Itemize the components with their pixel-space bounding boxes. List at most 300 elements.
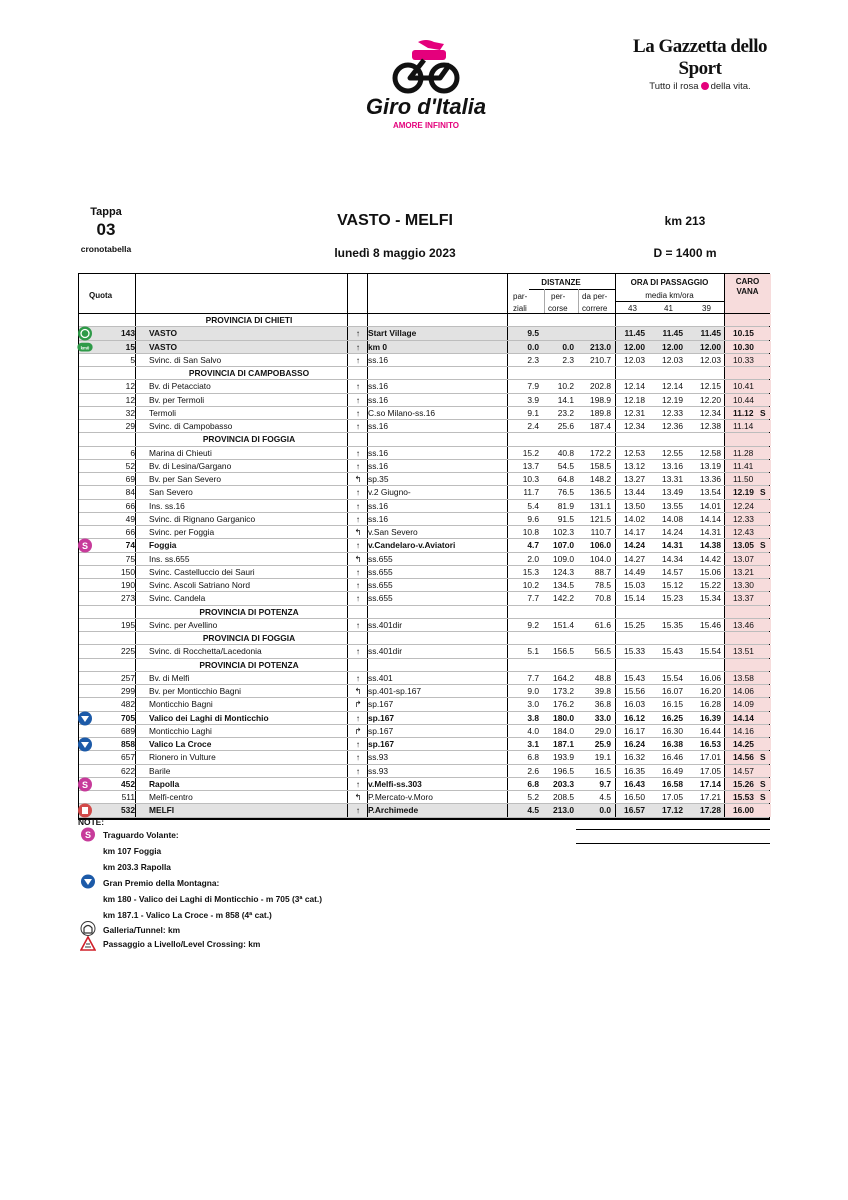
time-41: 14.34 xyxy=(662,553,683,564)
km-partial: 9.0 xyxy=(527,686,539,696)
quota: 69 xyxy=(125,474,135,484)
time-43: 16.57 xyxy=(624,805,645,816)
table-row xyxy=(79,473,769,486)
table-row xyxy=(79,765,769,778)
table-row xyxy=(79,539,769,552)
quota: 66 xyxy=(125,527,135,537)
km-covered: 91.5 xyxy=(557,513,574,524)
cronotabella-label: cronotabella xyxy=(80,244,132,254)
quota-header: Quota xyxy=(89,291,113,300)
km-covered: 54.5 xyxy=(557,460,574,471)
location: Bv. di Lesina/Gargano xyxy=(149,460,232,471)
street: ss.16 xyxy=(368,513,389,524)
street: sp.167 xyxy=(368,725,394,736)
caravan-time: 16.00 xyxy=(733,805,754,816)
table-row xyxy=(79,513,769,526)
quota: 452 xyxy=(121,778,135,789)
quota: 49 xyxy=(125,513,135,524)
km-covered: 2.3 xyxy=(562,354,574,365)
km-partial: 3.1 xyxy=(527,739,539,749)
street: v.Melfi-ss.303 xyxy=(368,778,422,789)
km-partial: 5.4 xyxy=(527,500,539,511)
caravan-time: 11.28 xyxy=(733,447,754,458)
table-row xyxy=(79,698,769,711)
street: ss.93 xyxy=(368,752,389,763)
street: ss.401dir xyxy=(368,646,402,657)
table-row xyxy=(79,685,769,698)
street: ss.655 xyxy=(368,580,393,590)
km-partial: 5.1 xyxy=(527,646,539,657)
km-covered: 213.0 xyxy=(553,805,574,816)
km-covered: 10.2 xyxy=(557,381,574,392)
km-partial: 7.9 xyxy=(527,381,539,392)
km-remaining: 187.4 xyxy=(590,421,611,431)
caravan-time: 14.06 xyxy=(733,686,754,696)
logo-sub: AMORE INFINITO xyxy=(392,121,460,130)
province-name: PROVINCIA DI POTENZA xyxy=(199,659,299,670)
caravan-time: 10.33 xyxy=(733,354,754,365)
quota: 622 xyxy=(121,765,135,776)
km-partial: 6.8 xyxy=(527,778,539,789)
time-43: 16.32 xyxy=(624,752,645,763)
s-marker: S xyxy=(760,540,766,551)
km-partial: 3.8 xyxy=(527,712,539,723)
time-43: 15.25 xyxy=(624,619,645,630)
quota: 858 xyxy=(121,739,135,749)
km-remaining: 131.1 xyxy=(590,500,611,511)
quota: 5 xyxy=(130,354,135,365)
km-covered: 184.0 xyxy=(553,725,574,736)
time-41: 17.05 xyxy=(662,792,683,802)
street: sp.401-sp.167 xyxy=(368,686,422,696)
table-row xyxy=(79,526,769,539)
caravan-time: 10.41 xyxy=(733,381,754,392)
time-39: 15.22 xyxy=(700,580,721,590)
caravan-time: 14.14 xyxy=(733,712,754,723)
quota: 143 xyxy=(121,328,135,339)
km-covered: 173.2 xyxy=(553,686,574,696)
location: Barile xyxy=(149,765,171,776)
time-41: 16.15 xyxy=(662,699,683,710)
time-43: 11.45 xyxy=(624,328,645,339)
table-row xyxy=(79,645,769,658)
time-39: 14.01 xyxy=(700,500,721,511)
km-covered: 40.8 xyxy=(557,447,574,458)
gazzetta-logo xyxy=(620,36,780,92)
km-covered: 23.2 xyxy=(557,407,574,418)
time-41: 16.38 xyxy=(662,739,683,749)
caravan-time: 13.07 xyxy=(733,553,754,564)
caravan-time: 13.51 xyxy=(733,646,754,657)
caravan-time: 11.41 xyxy=(733,460,754,471)
caravan-time: 10.30 xyxy=(733,341,754,352)
direction: ↑ xyxy=(355,580,361,590)
km-remaining: 19.1 xyxy=(594,752,611,763)
time-43: 12.34 xyxy=(624,421,645,431)
direction: ↑ xyxy=(355,712,361,723)
time-41: 12.00 xyxy=(662,341,683,352)
time-43: 15.43 xyxy=(624,672,645,683)
caravan-time: 14.09 xyxy=(733,699,754,710)
quota: 84 xyxy=(125,487,135,498)
time-39: 16.44 xyxy=(700,725,721,736)
km-partial: 10.2 xyxy=(522,580,539,590)
location: Foggia xyxy=(149,540,177,551)
km-remaining: 9.7 xyxy=(599,778,611,789)
s-marker: S xyxy=(760,778,766,789)
km-remaining: 61.6 xyxy=(594,619,611,630)
km-remaining: 136.5 xyxy=(590,487,611,498)
table-body xyxy=(78,314,770,820)
km-covered: 193.9 xyxy=(553,752,574,763)
table-row xyxy=(79,751,769,764)
time-43: 15.14 xyxy=(624,593,645,604)
km-remaining: 29.0 xyxy=(594,725,611,736)
km-remaining: 189.8 xyxy=(590,407,611,418)
km-partial: 3.9 xyxy=(527,394,539,405)
time-43: 13.27 xyxy=(624,474,645,484)
province-row xyxy=(79,606,769,619)
km-covered: 142.2 xyxy=(553,593,574,604)
time-43: 16.03 xyxy=(624,699,645,710)
province-name: PROVINCIA DI POTENZA xyxy=(199,606,299,617)
km-remaining: 158.5 xyxy=(590,460,611,471)
time-43: 16.43 xyxy=(624,778,645,789)
street: P.Mercato-v.Moro xyxy=(368,792,433,802)
quota: 12 xyxy=(125,394,135,405)
quota: 689 xyxy=(121,725,135,736)
timetable xyxy=(78,273,770,820)
km-covered: 81.9 xyxy=(557,500,574,511)
notes-title: NOTE: xyxy=(78,817,105,827)
km-remaining: 25.9 xyxy=(594,739,611,749)
street: sp.35 xyxy=(368,474,389,484)
km-remaining: 202.8 xyxy=(590,381,611,392)
province-name: PROVINCIA DI CHIETI xyxy=(205,315,293,325)
time-39: 13.19 xyxy=(700,460,721,471)
time-39: 14.14 xyxy=(700,513,721,524)
quota: 482 xyxy=(121,699,135,710)
time-43: 16.17 xyxy=(624,725,645,736)
street: sp.167 xyxy=(368,699,394,710)
location: VASTO xyxy=(149,341,178,352)
km-partial: 9.2 xyxy=(527,619,539,630)
street: ss.16 xyxy=(368,381,389,392)
time-43: 14.27 xyxy=(624,553,645,564)
location: Svinc. Ascoli Satriano Nord xyxy=(149,580,251,590)
time-41: 16.07 xyxy=(662,686,683,696)
table-row xyxy=(79,619,769,632)
gazzetta-title: La Gazzetta dello Sport xyxy=(633,36,767,79)
time-39: 16.20 xyxy=(700,686,721,696)
time-39: 14.38 xyxy=(700,540,721,551)
caravan-time: 12.43 xyxy=(733,527,754,537)
direction: ↱ xyxy=(354,699,362,710)
time-43: 16.24 xyxy=(624,739,645,749)
km-covered: 203.3 xyxy=(553,778,574,789)
time-39: 13.36 xyxy=(700,474,721,484)
tunnel-icon xyxy=(80,921,96,936)
direction: ↑ xyxy=(355,805,361,816)
distanze-header: DISTANZE xyxy=(541,278,581,287)
time-43: 14.49 xyxy=(624,566,645,577)
km-remaining: 48.8 xyxy=(594,672,611,683)
time-39: 15.54 xyxy=(700,646,721,657)
km-partial: 9.6 xyxy=(527,513,539,524)
caravan-time: 13.37 xyxy=(733,593,754,604)
time-39: 12.34 xyxy=(700,407,721,418)
quota: 6 xyxy=(130,447,135,458)
quota: 657 xyxy=(121,752,135,763)
km-remaining: 56.5 xyxy=(594,646,611,657)
gpm-icon xyxy=(80,874,96,889)
caravan-time: 14.56 xyxy=(733,752,754,763)
sprint-1: km 107 Foggia xyxy=(103,846,162,856)
street: ss.16 xyxy=(368,394,389,405)
km-partial: 2.6 xyxy=(527,765,539,776)
sprint-2: km 203.3 Rapolla xyxy=(103,862,171,872)
direction: ↑ xyxy=(355,593,361,604)
street: ss.93 xyxy=(368,765,389,776)
caravan-time: 10.15 xyxy=(733,328,754,339)
quota: 75 xyxy=(125,553,135,564)
time-39: 17.05 xyxy=(700,765,721,776)
time-39: 15.06 xyxy=(700,566,721,577)
km-partial: 4.0 xyxy=(527,725,539,736)
caravan-time: 14.16 xyxy=(733,725,754,736)
direction: ↑ xyxy=(355,778,361,789)
location: Svinc. per Foggia xyxy=(149,527,215,537)
direction: ↰ xyxy=(354,792,362,802)
quota: 15 xyxy=(125,341,135,352)
location: San Severo xyxy=(149,487,193,498)
caravan-time: 13.05 xyxy=(733,540,754,551)
km-partial: 2.0 xyxy=(527,553,539,564)
location: Bv. di Melfi xyxy=(149,672,190,683)
location: Valico dei Laghi di Monticchio xyxy=(149,712,269,723)
km-covered: 102.3 xyxy=(553,527,574,537)
direction: ↑ xyxy=(355,540,361,551)
province-row xyxy=(79,433,769,446)
time-39: 15.46 xyxy=(700,619,721,630)
caravan-time: 11.14 xyxy=(733,421,754,431)
time-39: 12.20 xyxy=(700,394,721,405)
street: ss.401 xyxy=(368,672,393,683)
s-marker: S xyxy=(760,487,766,498)
location: Melfi-centro xyxy=(149,792,193,802)
province-name: PROVINCIA DI CAMPOBASSO xyxy=(188,368,310,378)
time-41: 16.46 xyxy=(662,752,683,763)
km-partial: 9.5 xyxy=(527,328,539,339)
caravan-time: 15.53 xyxy=(733,792,754,802)
province-row xyxy=(79,367,769,380)
direction: ↰ xyxy=(354,553,362,564)
location: Ins. ss.16 xyxy=(149,500,185,511)
time-41: 15.43 xyxy=(662,646,683,657)
time-41: 15.23 xyxy=(662,593,683,604)
time-43: 12.00 xyxy=(624,341,645,352)
table-row xyxy=(79,486,769,499)
km-remaining: 198.9 xyxy=(590,394,611,405)
km-partial: 15.3 xyxy=(522,566,539,577)
direction: ↑ xyxy=(355,381,361,392)
km-partial: 7.7 xyxy=(527,593,539,604)
time-41: 14.24 xyxy=(662,527,683,537)
table-row xyxy=(79,672,769,685)
time-43: 12.53 xyxy=(624,447,645,458)
direction: ↑ xyxy=(355,421,361,431)
table-row xyxy=(79,804,769,817)
table-row xyxy=(79,592,769,605)
time-39: 12.15 xyxy=(700,381,721,392)
time-41: 16.30 xyxy=(662,725,683,736)
direction: ↑ xyxy=(355,619,361,630)
km-covered: 124.3 xyxy=(553,566,574,577)
location: Svinc. Candela xyxy=(149,593,206,604)
caro-header: CARO xyxy=(735,277,760,286)
location: Svinc. di Rocchetta/Lacedonia xyxy=(149,646,262,657)
rose-icon xyxy=(701,82,709,90)
km-covered: 14.1 xyxy=(557,394,574,405)
time-39: 17.28 xyxy=(700,805,721,816)
gpm-1: km 180 - Valico dei Laghi di Monticchio - m 705 (3ª cat.) xyxy=(103,894,323,904)
km-partial: 13.7 xyxy=(522,460,539,471)
km-partial: 5.2 xyxy=(527,792,539,802)
giro-logo xyxy=(360,36,490,132)
table-row xyxy=(79,725,769,738)
direction: ↑ xyxy=(355,765,361,776)
level-crossing-note: Passaggio a Livello/Level Crossing: km xyxy=(103,939,261,949)
street: ss.16 xyxy=(368,421,389,431)
direction: ↑ xyxy=(355,513,361,524)
km-partial: 11.7 xyxy=(523,487,539,498)
km-remaining: 88.7 xyxy=(594,566,611,577)
time-41: 13.16 xyxy=(662,460,683,471)
direction: ↑ xyxy=(355,407,361,418)
table-row xyxy=(79,380,769,393)
direction: ↱ xyxy=(354,725,362,736)
svg-text:S: S xyxy=(81,541,89,552)
quota: 190 xyxy=(121,580,135,590)
km-partial: 4.7 xyxy=(527,540,539,551)
street: ss.16 xyxy=(368,500,389,511)
time-39: 15.34 xyxy=(700,593,721,604)
street: P.Archimede xyxy=(368,805,419,816)
direction: ↑ xyxy=(355,566,361,577)
km-remaining: 16.5 xyxy=(594,765,611,776)
logo-text: Giro d'Italia xyxy=(365,94,487,119)
elevation-gain: D = 1400 m xyxy=(653,246,717,260)
quota: 225 xyxy=(121,646,135,657)
stage-number: 03 xyxy=(96,220,116,239)
location: Bv. per Monticchio Bagni xyxy=(149,686,242,696)
quota: 29 xyxy=(125,421,135,431)
gpm-label: Gran Premio della Montagna: xyxy=(103,878,220,888)
km-remaining: 4.5 xyxy=(599,792,611,802)
location: Bv. per San Severo xyxy=(149,474,222,484)
route-title: VASTO - MELFI xyxy=(337,212,453,229)
time-41: 14.08 xyxy=(662,513,683,524)
table-row xyxy=(79,354,769,367)
time-41: 16.25 xyxy=(662,712,683,723)
km-covered: 156.5 xyxy=(553,646,574,657)
time-43: 14.02 xyxy=(624,513,645,524)
caravan-time: 13.30 xyxy=(733,580,754,590)
street: ss.16 xyxy=(368,447,389,458)
location: Svinc. di Campobasso xyxy=(149,421,233,431)
location: Termoli xyxy=(149,407,176,418)
quota: 705 xyxy=(121,712,135,723)
km-remaining: 110.7 xyxy=(590,527,611,537)
time-41: 16.58 xyxy=(662,778,683,789)
time-41: 14.57 xyxy=(662,566,683,577)
table-row xyxy=(79,394,769,407)
time-43: 12.14 xyxy=(624,381,645,392)
location: Bv. per Termoli xyxy=(149,394,205,405)
location: Monticchio Laghi xyxy=(149,725,212,736)
province-name: PROVINCIA DI FOGGIA xyxy=(202,434,296,445)
km-covered: 164.2 xyxy=(553,672,574,683)
province-name: PROVINCIA DI FOGGIA xyxy=(202,633,296,643)
location: Svinc. Castelluccio dei Sauri xyxy=(149,566,255,577)
s-marker: S xyxy=(760,752,766,763)
time-43: 15.56 xyxy=(624,686,645,696)
location: Valico La Croce xyxy=(149,739,212,749)
time-41: 13.31 xyxy=(662,474,683,484)
km-partial: 2.3 xyxy=(527,354,539,365)
time-43: 13.12 xyxy=(624,460,645,471)
time-43: 13.50 xyxy=(624,500,645,511)
table-row xyxy=(79,778,769,791)
quota: 52 xyxy=(125,460,135,471)
direction: ↑ xyxy=(355,487,361,498)
direction: ↑ xyxy=(355,354,361,365)
km-partial: 10.8 xyxy=(522,527,539,537)
direction: ↰ xyxy=(354,686,362,696)
quota: 273 xyxy=(121,593,135,604)
direction: ↑ xyxy=(355,394,361,405)
km-covered: 64.8 xyxy=(557,474,574,484)
time-39: 16.06 xyxy=(700,672,721,683)
time-39: 12.58 xyxy=(700,447,721,458)
time-39: 12.00 xyxy=(700,341,721,352)
time-43: 12.31 xyxy=(624,407,645,418)
stage-distance: km 213 xyxy=(664,214,706,228)
time-39: 17.01 xyxy=(700,752,721,763)
caravan-time: 12.24 xyxy=(733,500,754,511)
time-41: 11.45 xyxy=(662,328,683,339)
time-39: 14.31 xyxy=(700,527,721,537)
province-row xyxy=(79,659,769,672)
street: sp.167 xyxy=(368,712,395,723)
caravan-time: 13.46 xyxy=(733,619,754,630)
level-crossing-icon xyxy=(80,936,96,951)
table-row xyxy=(79,341,769,354)
km-covered: 151.4 xyxy=(553,619,574,630)
time-41: 17.12 xyxy=(662,805,683,816)
table-row xyxy=(79,712,769,725)
km-covered: 180.0 xyxy=(553,712,574,723)
tappa-label: Tappa xyxy=(90,206,122,218)
tunnel-note: Galleria/Tunnel: km xyxy=(103,925,181,935)
time-39: 12.03 xyxy=(700,354,721,365)
location: Svinc. di Rignano Garganico xyxy=(149,513,256,524)
time-39: 16.28 xyxy=(700,699,721,710)
time-43: 16.50 xyxy=(624,792,645,802)
km-partial: 15.2 xyxy=(522,447,539,458)
street: C.so Milano-ss.16 xyxy=(368,407,436,418)
street: v.San Severo xyxy=(368,527,418,537)
